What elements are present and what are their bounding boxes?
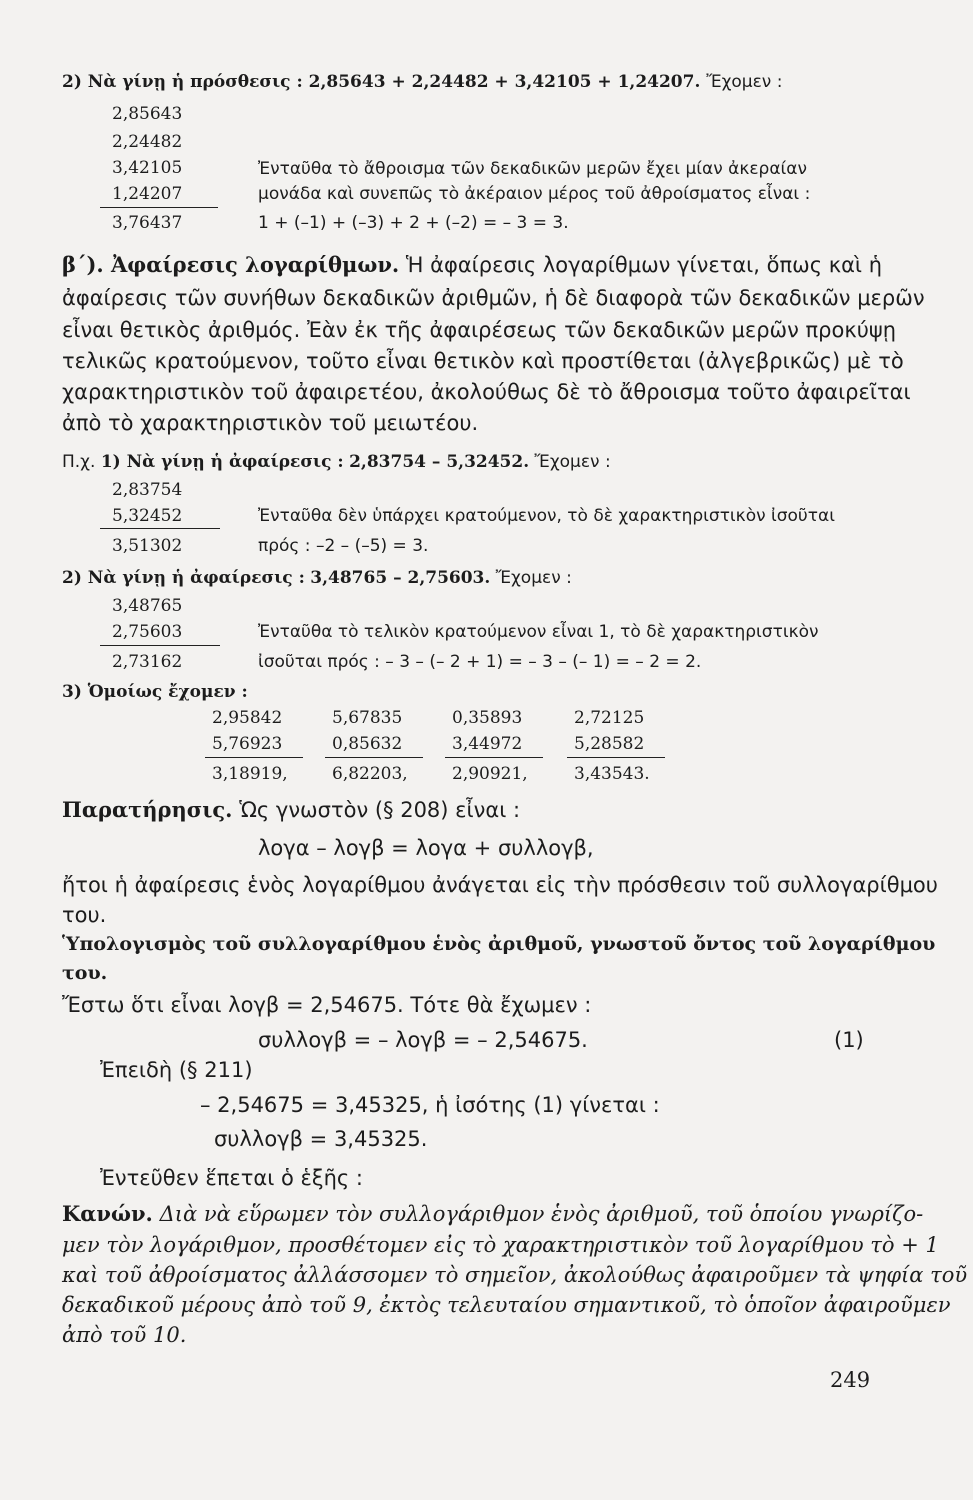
- colog-title: Ὑπολογισμὸς τοῦ συλλογαρίθμου ἑνὸς ἀριθμοῦ, γνωστοῦ ὄντος τοῦ λογαρίθμου: [62, 933, 936, 955]
- ex3-g3-result: 2,90921,: [452, 764, 528, 784]
- example-tail: Ἔχομεν :: [495, 568, 572, 588]
- colog-eq-3: συλλογβ = 3,45325.: [214, 1127, 428, 1151]
- sub1-result: 3,51302: [112, 536, 183, 556]
- add-note-line-3: 1 + (–1) + (–3) + 2 + (–2) = – 3 = 3.: [258, 213, 569, 233]
- ex3-g1-result: 3,18919,: [212, 764, 288, 784]
- sub2-row-1: 3,48765: [112, 596, 183, 616]
- sub2-note-1: Ἐνταῦθα τὸ τελικὸν κρατούμενον εἶναι 1, τὸ δὲ χαρακτηριστικὸν: [258, 622, 819, 642]
- colog-eq-1-number: (1): [834, 1028, 864, 1052]
- section-b-line-6: ἀπὸ τὸ χαρακτηριστικὸν τοῦ μειωτέου.: [62, 411, 479, 435]
- example-add-header: [62, 72, 782, 92]
- sub1-note-2: πρός : –2 – (–5) = 3.: [258, 536, 429, 556]
- ex3-g4-result: 3,43543.: [574, 764, 650, 784]
- example-expression: 2,83754 – 5,32452.: [349, 452, 530, 472]
- add-row-4: 1,24207: [112, 184, 183, 204]
- sub1-rule: [100, 528, 220, 529]
- rule-title: Κανών.: [62, 1201, 153, 1226]
- add-row-2: 2,24482: [112, 132, 183, 152]
- section-b-title: β΄). Ἀφαίρεσις λογαρίθμων.: [62, 252, 400, 277]
- rule-line-5: ἀπὸ τοῦ 10.: [62, 1323, 187, 1347]
- ex3-g3-row-1: 0,35893: [452, 708, 523, 728]
- sub1-note-1: Ἐνταῦθα δὲν ὑπάρχει κρατούμενον, τὸ δὲ χαρακτηριστικὸν ἰσοῦται: [258, 506, 835, 526]
- example-label: 2) Νὰ γίνῃ ἡ πρόσθεσις :: [62, 72, 303, 92]
- ex3-g2-row-1: 5,67835: [332, 708, 403, 728]
- colog-eq-2: – 2,54675 = 3,45325, ἡ ἰσότης (1) γίνεται :: [200, 1093, 660, 1117]
- example-prefix: Π.χ.: [62, 452, 96, 472]
- rule-line-4: δεκαδικοῦ μέρους ἀπὸ τοῦ 9, ἐκτὸς τελευταίου σημαντικοῦ, τὸ ὁποῖον ἀφαιροῦμεν: [62, 1293, 951, 1317]
- example-expression: 3,48765 – 2,75603.: [310, 568, 491, 588]
- remark-line-3: του.: [62, 903, 107, 927]
- example-tail: Ἔχομεν :: [534, 452, 611, 472]
- add-note-line-1: Ἐνταῦθα τὸ ἄθροισμα τῶν δεκαδικῶν μερῶν ἔχει μίαν ἀκεραίαν: [258, 159, 807, 179]
- example-label: 2) Νὰ γίνῃ ἡ ἀφαίρεσις :: [62, 568, 305, 588]
- ex3-g1-rule: [205, 757, 303, 758]
- ex3-g1-row-2: 5,76923: [212, 734, 283, 754]
- sub2-result: 2,73162: [112, 652, 183, 672]
- remark-formula: λογα – λογβ = λογα + συλλογβ,: [258, 836, 594, 860]
- section-b-line-4: τελικῶς κρατούμενον, τοῦτο εἶναι θετικὸν καὶ προστίθεται (ἀλγεβρικῶς) μὲ τὸ: [62, 349, 904, 373]
- remark-line-1: Ὡς γνωστὸν (§ 208) εἶναι :: [239, 798, 521, 822]
- remark-title: Παρατήρησις.: [62, 797, 233, 822]
- rule-line-1: Διὰ νὰ εὕρωμεν τὸν συλλογάριθμον ἑνὸς ἀριθμοῦ, τοῦ ὁποίου γνωρίζο-: [159, 1202, 924, 1226]
- ex3-g3-row-2: 3,44972: [452, 734, 523, 754]
- example-label: 1) Νὰ γίνῃ ἡ ἀφαίρεσις :: [100, 452, 344, 472]
- ex3-g1-row-1: 2,95842: [212, 708, 283, 728]
- sub1-row-2: 5,32452: [112, 506, 183, 526]
- ex3-g4-row-2: 5,28582: [574, 734, 645, 754]
- add-row-3: 3,42105: [112, 158, 183, 178]
- sub2-row-2: 2,75603: [112, 622, 183, 642]
- section-b-line-2: ἀφαίρεσις τῶν συνήθων δεκαδικῶν ἀριθμῶν, ἡ δὲ διαφορὰ τῶν δεκαδικῶν μερῶν: [62, 286, 925, 310]
- section-b-line-3: εἶναι θετικὸς ἀριθμός. Ἐὰν ἐκ τῆς ἀφαιρέσεως τῶν δεκαδικῶν μερῶν προκύψῃ: [62, 318, 897, 342]
- section-b-first-line: [62, 250, 882, 280]
- example-sub1-header: [62, 452, 611, 472]
- ex3-g4-rule: [567, 757, 665, 758]
- sub2-note-2: ἰσοῦται πρός : – 3 – (– 2 + 1) = – 3 – (– 1) = – 2 = 2.: [258, 652, 702, 672]
- colog-follows: Ἐντεῦθεν ἕπεται ὁ ἑξῆς :: [100, 1166, 363, 1190]
- add-sum: 3,76437: [112, 213, 183, 233]
- add-note-line-2: μονάδα καὶ συνεπῶς τὸ ἀκέραιον μέρος τοῦ ἀθροίσματος εἶναι :: [258, 184, 811, 204]
- example-sub2-header: [62, 568, 572, 588]
- rule-line-3: καὶ τοῦ ἀθροίσματος ἀλλάσσομεν τὸ σημεῖον, ἀκολούθως ἀφαιροῦμεν τὰ ψηφία τοῦ: [62, 1263, 968, 1287]
- ex3-g4-row-1: 2,72125: [574, 708, 645, 728]
- ex3-g2-result: 6,82203,: [332, 764, 408, 784]
- colog-let: Ἔστω ὅτι εἶναι λογβ = 2,54675. Τότε θὰ ἔχωμεν :: [62, 993, 592, 1017]
- example-3-label: 3) Ὁμοίως ἔχομεν :: [62, 682, 248, 702]
- remark-line-2: ἤτοι ἡ ἀφαίρεσις ἑνὸς λογαρίθμου ἀνάγεται εἰς τὴν πρόσθεσιν τοῦ συλλογαρίθμου: [62, 873, 938, 897]
- add-sum-rule: [100, 207, 218, 208]
- ex3-g3-rule: [445, 757, 543, 758]
- example-tail: Ἔχομεν :: [706, 72, 783, 92]
- colog-since: Ἐπειδὴ (§ 211): [100, 1058, 253, 1082]
- ex3-g2-rule: [325, 757, 423, 758]
- colog-eq-1: συλλογβ = – λογβ = – 2,54675.: [258, 1028, 588, 1052]
- sub1-row-1: 2,83754: [112, 480, 183, 500]
- page-number: 249: [830, 1368, 871, 1392]
- sub2-rule: [100, 645, 220, 646]
- section-b-line-5: χαρακτηριστικὸν τοῦ ἀφαιρετέου, ἀκολούθως δὲ τὸ ἄθροισμα τοῦτο ἀφαιρεῖται: [62, 380, 911, 404]
- ex3-g2-row-2: 0,85632: [332, 734, 403, 754]
- rule-line-2: μεν τὸν λογάριθμον, προσθέτομεν εἰς τὸ χαρακτηριστικὸν τοῦ λογαρίθμου τὸ + 1: [62, 1233, 939, 1257]
- colog-title-continued: του.: [62, 962, 108, 984]
- example-expression: 2,85643 + 2,24482 + 3,42105 + 1,24207.: [308, 72, 701, 92]
- section-b-line-1: Ἡ ἀφαίρεσις λογαρίθμων γίνεται, ὅπως καὶ ἡ: [405, 253, 883, 277]
- add-row-1: 2,85643: [112, 104, 183, 124]
- rule-first-line: [62, 1199, 923, 1229]
- remark-first-line: [62, 795, 520, 825]
